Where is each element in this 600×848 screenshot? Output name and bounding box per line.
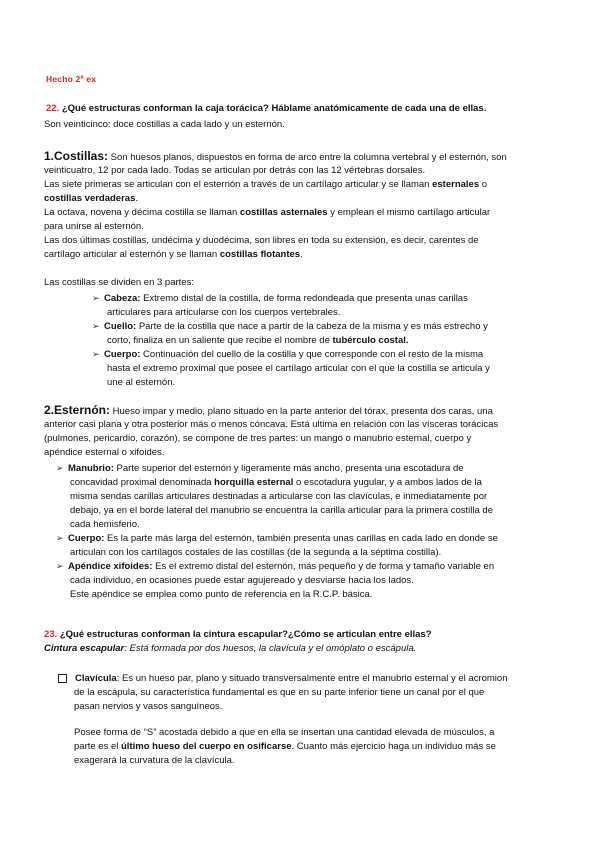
bold-italic-term: Cintura escapular: [44, 643, 125, 654]
question-text: ¿Qué estructuras conforman la caja torácica? Háblame anatómicamente de cada una de ellas.: [59, 103, 487, 114]
text: o escotadura yugular, y a ambos lados de la: [293, 477, 482, 488]
text: : Es un hueso par, plano y situado transversalmente entre el manubrio esternal y el acromion: [116, 673, 508, 684]
bold-term: costillas verdaderas: [44, 193, 136, 204]
bold-term: esternales: [432, 179, 480, 190]
text-line: articulan con los cartílagos costales de las costillas (de la segunda a la séptima costilla).: [70, 547, 442, 558]
text: concavidad proximal denominada: [70, 477, 215, 488]
text: : Está formada por dos huesos, la clavícula y el omóplato o escápula.: [124, 643, 417, 654]
question-number: 22.: [46, 103, 60, 114]
esternon-paragraph-line: [44, 404, 493, 418]
arrow-bullet-icon: ➢: [92, 293, 100, 303]
text: o: [479, 179, 488, 190]
text-line: [44, 248, 303, 261]
text-line: [74, 740, 496, 753]
bold-term: Cabeza:: [104, 293, 141, 304]
list-item: [58, 672, 508, 685]
text: Continuación del cuello de la costilla y que corresponde con el resto de la misma: [140, 349, 484, 360]
arrow-bullet-icon: ➢: [56, 533, 64, 543]
text-line: Las dos últimas costillas, undécima y duodécima, son libres en toda su extensión, es decir, carentes de: [44, 235, 479, 246]
text: Es la parte más larga del esternón, también presenta unas carillas en cada lado en donde se: [104, 533, 498, 544]
list-item: [56, 532, 498, 545]
text-line: para unirse al esternón.: [44, 221, 144, 232]
text: Las siete primeras se articulan con el esternón a través de un cartílago articular y se llaman: [44, 179, 433, 190]
text-line: articulares para articularse con los cuerpos vertebrales.: [107, 307, 341, 318]
text: parte es el: [74, 741, 121, 752]
costillas-paragraph-line: [44, 150, 507, 164]
text: Es el extremo distal del esternón, más pequeño y de forma y tamaño variable en: [152, 561, 495, 572]
text-line: pasan nervios y vasos sanguíneos.: [74, 701, 223, 712]
arrow-bullet-icon: ➢: [56, 463, 64, 473]
status-tag: Hecho 2º ex: [46, 74, 97, 84]
text-line: debajo, ya en el borde lateral del manubrio se encuentra la carilla articular para la primera costilla de: [70, 505, 493, 516]
text: .: [300, 249, 303, 260]
bold-term: último hueso del cuerpo en osificarse: [121, 741, 292, 752]
text-line: Posee forma de “S” acostada debido a que en ella se insertan una cantidad elevada de músculos, a: [74, 727, 495, 738]
text: . Cuanto más ejercicio haga un individuo más se: [291, 741, 496, 752]
text-line: (pulmones, pericardio, corazón), se compone de tres partes: un mango o manubrio esternal, cuerpo y: [44, 433, 472, 444]
arrow-bullet-icon: ➢: [92, 349, 100, 359]
list-item: [92, 292, 468, 305]
text-line: [44, 206, 490, 219]
checkbox-bullet-icon: [58, 674, 67, 683]
costillas-heading: 1.Costillas:: [44, 149, 109, 163]
list-item: [56, 560, 494, 573]
text: La octava, novena y décima costilla se llaman: [44, 207, 240, 218]
text-line: de la escápula, su característica fundamental es que en su parte inferior tiene un canal por el que: [74, 687, 485, 698]
bold-term: horquilla esternal: [214, 477, 294, 488]
question-23: [44, 628, 432, 641]
text-line: anterior casi plana y otra posterior más o menos cóncava. Está ultima en relación con las vísceras torácicas: [44, 419, 499, 430]
text: y emplean el mismo cartílago articular: [327, 207, 491, 218]
question-text: ¿Qué estructuras conforman la cintura escapular?¿Cómo se articulan entre ellas?: [57, 629, 432, 640]
bold-term: costillas asternales: [239, 207, 328, 218]
question-number: 23.: [44, 629, 58, 640]
bold-term: tubérculo costal.: [332, 335, 409, 346]
text-line: [44, 178, 487, 191]
bold-term: Cuerpo:: [68, 533, 105, 544]
text-line: [44, 642, 416, 655]
text-line: exagerará la curvatura de la clavícula.: [74, 755, 235, 766]
bold-term: Cuello:: [104, 321, 137, 332]
question-22: [46, 102, 486, 115]
text-line: cada individuo, en ocasiones puede estar agujereado y desviarse hacia los lados.: [70, 575, 414, 586]
bold-term: Cuerpo:: [104, 349, 141, 360]
text: .: [135, 193, 138, 204]
text-line: veinticuatro, 12 por cada lado. Todas se articulan por detrás con las 12 vértebras dorsales.: [44, 165, 426, 176]
list-item: [56, 462, 464, 475]
text: cartílago articular al esternón y se llaman: [44, 249, 220, 260]
text: Son huesos planos, dispuestos en forma de arco entre la columna vertebral y el esternón, son: [108, 152, 507, 163]
text: Parte superior del esternón y ligeramente más ancho, presenta una escotadura de: [113, 463, 464, 474]
arrow-bullet-icon: ➢: [56, 561, 64, 571]
bold-term: Clavícula: [75, 673, 117, 684]
esternon-heading: 2.Esternón:: [44, 403, 111, 417]
bold-term: Manubrio:: [68, 463, 114, 474]
text-line: hasta el extremo proximal que posee el cartílago articular con el que la costilla se articula y: [107, 363, 490, 374]
bold-term: costillas flotantes: [219, 249, 301, 260]
text: Parte de la costilla que nace a partir de la cabeza de la misma y es más estrecho y: [136, 321, 488, 332]
text-line: cada hemisferio.: [70, 519, 140, 530]
answer-22: Son veinticinco: doce costillas a cada lado y un esternón.: [44, 119, 285, 130]
arrow-bullet-icon: ➢: [92, 321, 100, 331]
costillas-parts-intro: Las costillas se dividen en 3 partes:: [44, 277, 194, 288]
text: Hueso impar y medio, plano situado en la parte anterior del tórax, presenta dos caras, una: [110, 406, 493, 417]
text-line: une al esternón.: [107, 377, 176, 388]
text: corto, finaliza en un saliente que recibe el nombre de: [107, 335, 333, 346]
text-line: apéndice esternal o xifoides.: [44, 447, 165, 458]
list-item: [92, 320, 488, 333]
text: Extremo distal de la costilla, de forma redondeada que presenta unas carillas: [140, 293, 468, 304]
bold-term: Apéndice xifoides:: [68, 561, 153, 572]
text-line: [70, 476, 482, 489]
text-line: [44, 192, 138, 205]
list-item: [92, 348, 483, 361]
text-line: misma sendas carillas articulares destinadas a articularse con las clavículas, e inmediatamente por: [70, 491, 488, 502]
text-line: Este apéndice se emplea como punto de referencia en la R.C.P. básica.: [70, 589, 373, 600]
text-line: [107, 334, 409, 347]
